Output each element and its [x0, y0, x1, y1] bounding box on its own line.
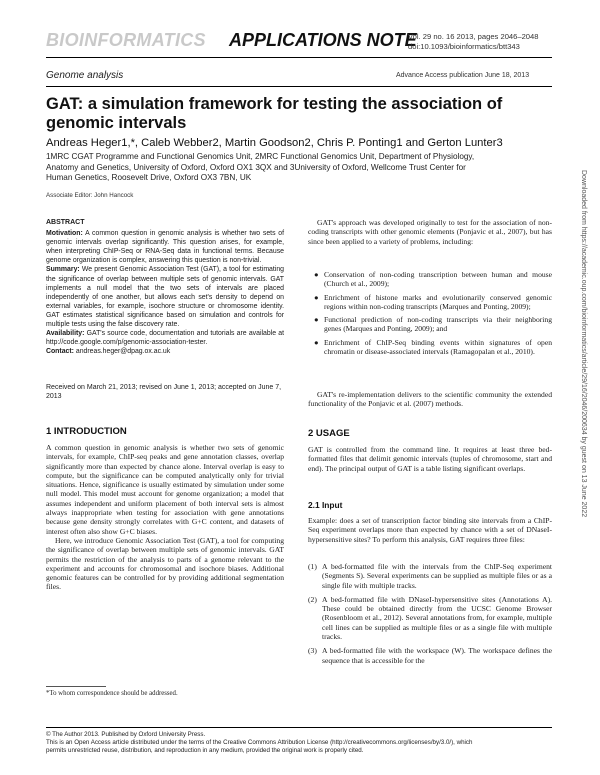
affiliation-line: 1MRC CGAT Programme and Functional Genomics Unit, 2MRC Functional Genomics Unit, Department of Physiology, [46, 152, 475, 161]
download-watermark [578, 170, 588, 650]
abstract-availability [46, 329, 284, 347]
footer-rule [46, 727, 552, 728]
usage-paragraph: GAT is controlled from the command line. It requires at least three bed-formatted files that delimit genomic intervals (tuples of chromosome, start and end). The principal output of GAT is a table listing significant overlaps. [308, 445, 552, 473]
introduction-body [46, 443, 284, 592]
footnote-rule [46, 686, 106, 687]
doi-line[interactable]: doi:10.1093/bioinformatics/btt343 [408, 42, 520, 51]
introduction-heading: 1 INTRODUCTION [46, 426, 127, 437]
item-number: (1) [308, 562, 317, 571]
list-item-text: Enrichment of ChIP-Seq binding events within signatures of open chromatin or disease-associated intervals (Ramagopalan et al., 2010). [324, 337, 552, 357]
intro-paragraph-1: A common question in genomic analysis is whether two sets of genomic intervals, for example, ChIP-seq peaks and gene annotation classes, overlap significantly more than expected by chance alone. Interval overlap is easy to compute, but the significance can be computed analytically only for trivial situations. Hence, significance is usually estimated by simulation under some null model. This model must account for genome organization; a model that assumes independent and uniform placement of both interval sets is almost always inappropriate when testing for association with gene annotations because gene density strongly correlates with G+C content, and datasets of interest often also show G+C biases. [46, 443, 284, 536]
download-note: Downloaded from https://academic.oup.com/bioinformatics/article/29/16/2046/200634 by guest on 13 June 2022 [580, 170, 587, 518]
abstract-summary [46, 265, 284, 329]
availability-label: Availability: [46, 330, 85, 338]
list-item-text: Enrichment of histone marks and evolutionarily conserved genomic regions within non-coding transcripts (Marques and Ponting, 2009); [324, 292, 552, 311]
list-item [314, 338, 552, 357]
summary-label: Summary: [46, 266, 80, 274]
applications-list [314, 270, 552, 360]
bullet-icon: ● [314, 315, 319, 325]
item-text: A bed-formatted file with DNaseI-hypersensitive sites (Annotations A). These could be obtained directly from the UCSC Genome Browser (Rosenbloom et al., 2012). Several annotations from, for example, multiple cell lines can be supplied as multiple files or as a single file with multiple tracks. [322, 594, 552, 642]
volume-line: Vol. 29 no. 16 2013, pages 2046–2048 [408, 32, 539, 41]
list-item [314, 270, 552, 289]
license-line: This is an Open Access article distributed under the terms of the Creative Commons Attribution License (http://creativecommons.org/licenses/by/3.0/), which [46, 739, 473, 746]
correspondence-footnote: *To whom correspondence should be addressed. [46, 690, 178, 697]
motivation-text: A common question in genomic analysis is whether two sets of genomic intervals overlap significantly. This question arises, for example, when interpreting ChIP-Seq or RNA-Seq data in functional terms. Because genome organization is complex, answering this question is non-trivial. [46, 230, 284, 265]
required-files-list [308, 562, 552, 670]
abstract [46, 218, 284, 356]
affiliations [46, 152, 556, 184]
affiliation-line: Human Genetics, Roosevelt Drive, Oxford OX3 7BN, UK [46, 173, 252, 183]
copyright-line: © The Author 2013. Published by Oxford University Press. [46, 731, 206, 738]
received-dates: Received on March 21, 2013; revised on June 1, 2013; accepted on June 7, 2013 [46, 384, 282, 401]
bullet-icon: ● [314, 337, 319, 347]
topic-rule [46, 86, 552, 87]
input-paragraph: Example: does a set of transcription factor binding site intervals from a ChIP-Seq experiment overlaps more than expected by chance with a set of DNaseI-hypersensitive sites? To perform this analysis, GAT requires three files: [308, 516, 552, 544]
contact-label: Contact: [46, 348, 74, 356]
contact-email[interactable]: andreas.heger@dpag.ox.ac.uk [73, 348, 171, 356]
approach-paragraph: GAT's approach was developed originally to test for the association of non-coding transcripts with other genomic elements (Ponjavic et al., 2007), but has since been applied to a variety of problems, including: [308, 218, 552, 246]
right-intro [308, 218, 552, 246]
numbered-item [308, 646, 552, 665]
volume-info [408, 32, 538, 52]
article-type: APPLICATIONS NOTE [229, 30, 417, 50]
availability-text[interactable]: GAT's source code, documentation and tutorials are available at http://code.google.com/p/genomic-association-tester. [46, 330, 284, 347]
numbered-item [308, 562, 552, 590]
abstract-motivation [46, 229, 284, 265]
item-number: (2) [308, 594, 317, 604]
input-body [308, 516, 552, 544]
motivation-label: Motivation: [46, 230, 83, 238]
abstract-contact [46, 347, 284, 356]
intro-paragraph-2: Here, we introduce Genomic Association Test (GAT), a tool for computing the significance of overlap between multiple sets of genomic intervals. GAT permits the restriction of the analysis to parts of a genome relevant to the experiment and accounts for chromosomal and isochore biases. Additional genomic features can be controlled for by providing additional segmentation files. [46, 535, 284, 592]
copyright-notice [46, 731, 558, 755]
journal-name: BIOINFORMATICS [46, 30, 206, 50]
input-heading: 2.1 Input [308, 500, 343, 510]
usage-body [308, 445, 552, 473]
abstract-heading: ABSTRACT [46, 219, 85, 226]
numbered-item [308, 595, 552, 641]
article-title [46, 95, 552, 133]
list-item [314, 315, 552, 334]
topic-label: Genome analysis [46, 70, 124, 81]
bullet-icon: ● [314, 292, 319, 302]
advance-access-date: Advance Access publication June 18, 2013 [396, 72, 530, 79]
bullet-icon: ● [314, 270, 319, 279]
title-line-2: genomic intervals [46, 114, 187, 132]
reimplementation-note [308, 390, 552, 409]
associate-editor: Associate Editor: John Hancock [46, 192, 134, 199]
list-item-text: Conservation of non-coding transcription between human and mouse (Church et al., 2009); [324, 270, 552, 289]
author-list: Andreas Heger1,*, Caleb Webber2, Martin Goodson2, Chris P. Ponting1 and Gerton Lunter3 [46, 137, 503, 149]
usage-heading: 2 USAGE [308, 428, 350, 439]
affiliation-line: Anatomy and Genetics, University of Oxford, Oxford OX1 3QX and 3University of Oxford, Wellcome Trust Center for [46, 162, 466, 172]
title-line-1: GAT: a simulation framework for testing the association of [46, 95, 503, 113]
list-item [314, 293, 552, 312]
list-item-text: Functional prediction of non-coding transcripts via their neighboring genes (Marques and Ponting, 2009); and [324, 315, 552, 334]
header-rule [46, 57, 552, 58]
summary-text: We present Genomic Association Test (GAT), a tool for estimating the significance of overlap between multiple sets of genomic intervals. GAT implements a null model that the two sets of intervals are placed independently of one another, but allows each set's density to depend on external variables, for example, isochore structure or chromosome identity. GAT estimates statistical significance based on simulation and controls for multiple tests using the false discovery rate. [46, 266, 284, 329]
reimplementation-paragraph: GAT's re-implementation delivers to the scientific community the extended functionality of the Ponjavic et al. (2007) methods. [308, 390, 552, 409]
item-text: A bed-formatted file with the workspace (W). The workspace defines the sequence that is accessible for the [322, 646, 552, 665]
item-number: (3) [308, 646, 317, 656]
item-text: A bed-formatted file with the intervals from the ChIP-Seq experiment (Segments S). Several experiments can be supplied as multiple files or as a single file with multiple tracks. [322, 562, 552, 590]
license-line: permits unrestricted reuse, distribution, and reproduction in any medium, provided the original work is properly cited. [46, 747, 364, 754]
